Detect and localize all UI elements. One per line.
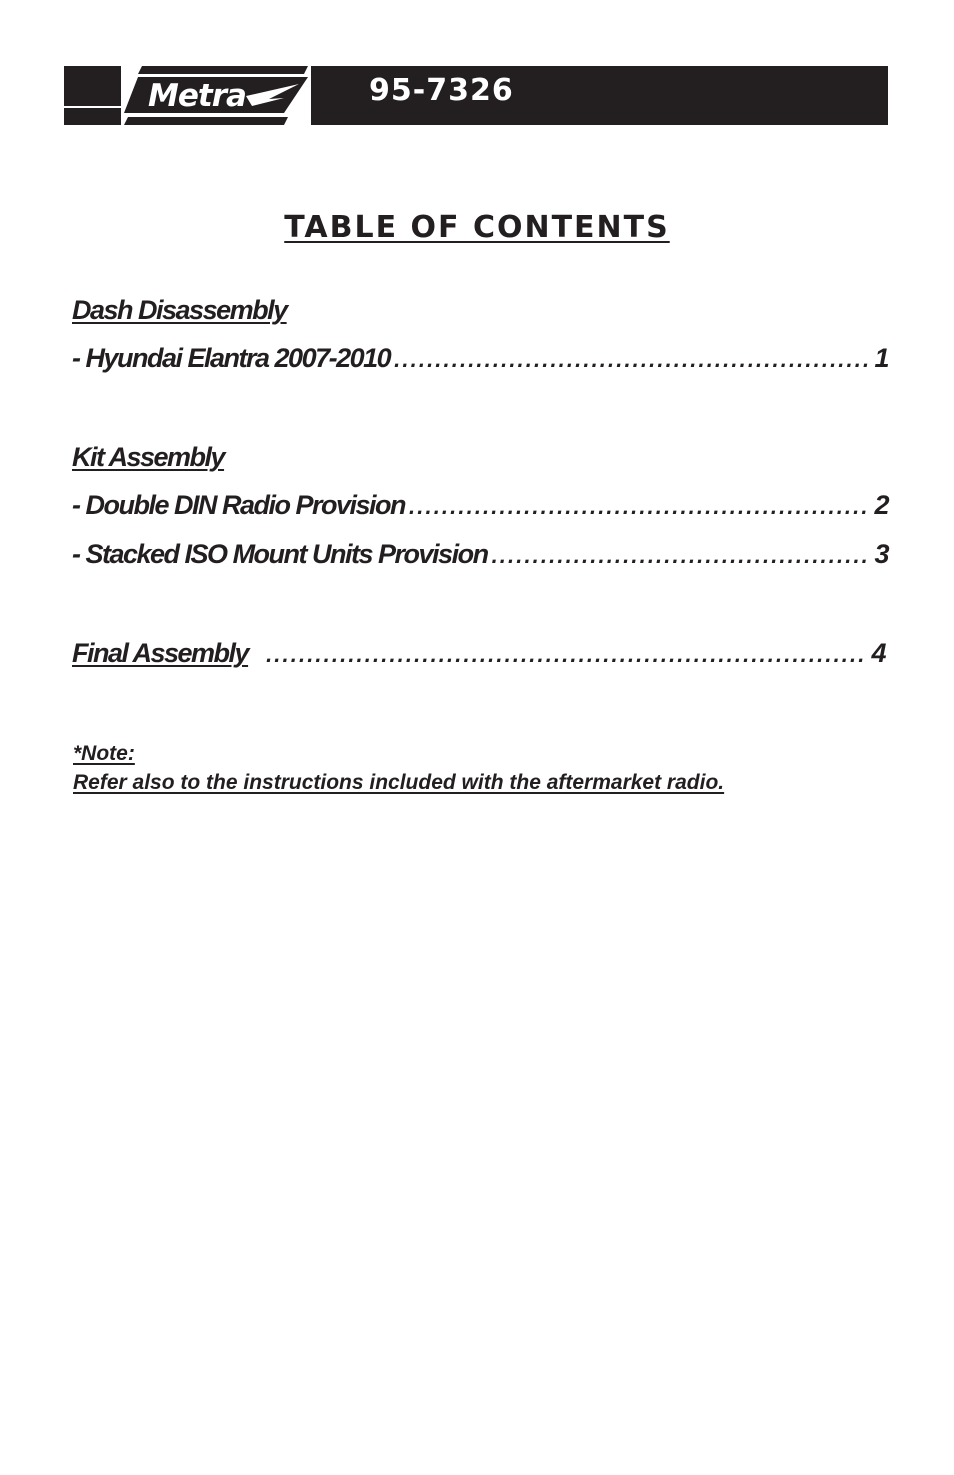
note-text: Refer also to the instructions included with the aftermarket radio. bbox=[73, 771, 725, 794]
note-label: *Note: bbox=[73, 742, 135, 765]
header-stripe bbox=[64, 106, 121, 108]
toc-leader-dots bbox=[394, 347, 870, 373]
toc-title: TABLE OF CONTENTS bbox=[284, 210, 670, 245]
toc-entry-page: 4 bbox=[871, 638, 885, 668]
svg-text:Metra: Metra bbox=[148, 78, 246, 114]
metra-logo bbox=[124, 66, 308, 125]
toc-section-final-assembly bbox=[72, 638, 885, 669]
toc-entry-label: - Hyundai Elantra 2007-2010 bbox=[72, 343, 391, 373]
toc-leader-dots bbox=[409, 494, 870, 520]
toc-section-dash-disassembly: Dash Disassembly bbox=[72, 295, 287, 325]
metra-logo-icon bbox=[124, 66, 308, 125]
toc-entry-double-din bbox=[72, 490, 888, 521]
header bbox=[64, 66, 888, 125]
part-number: 95-7326 bbox=[369, 73, 514, 108]
toc-section-kit-assembly: Kit Assembly bbox=[72, 442, 225, 472]
header-left-block bbox=[64, 66, 121, 125]
toc-entry-hyundai-elantra bbox=[72, 343, 888, 374]
toc-entry-page: 1 bbox=[874, 343, 888, 373]
header-bar bbox=[311, 66, 888, 125]
toc-entry-stacked-iso bbox=[72, 539, 888, 570]
toc-entry-page: 3 bbox=[874, 539, 888, 569]
toc-leader-dots bbox=[266, 642, 867, 668]
toc-entry-label: Final Assembly bbox=[72, 638, 249, 668]
toc-entry-label: - Double DIN Radio Provision bbox=[72, 490, 406, 520]
toc-entry-label: - Stacked ISO Mount Units Provision bbox=[72, 539, 488, 569]
toc-leader-dots bbox=[492, 543, 871, 569]
toc-entry-page: 2 bbox=[874, 490, 888, 520]
